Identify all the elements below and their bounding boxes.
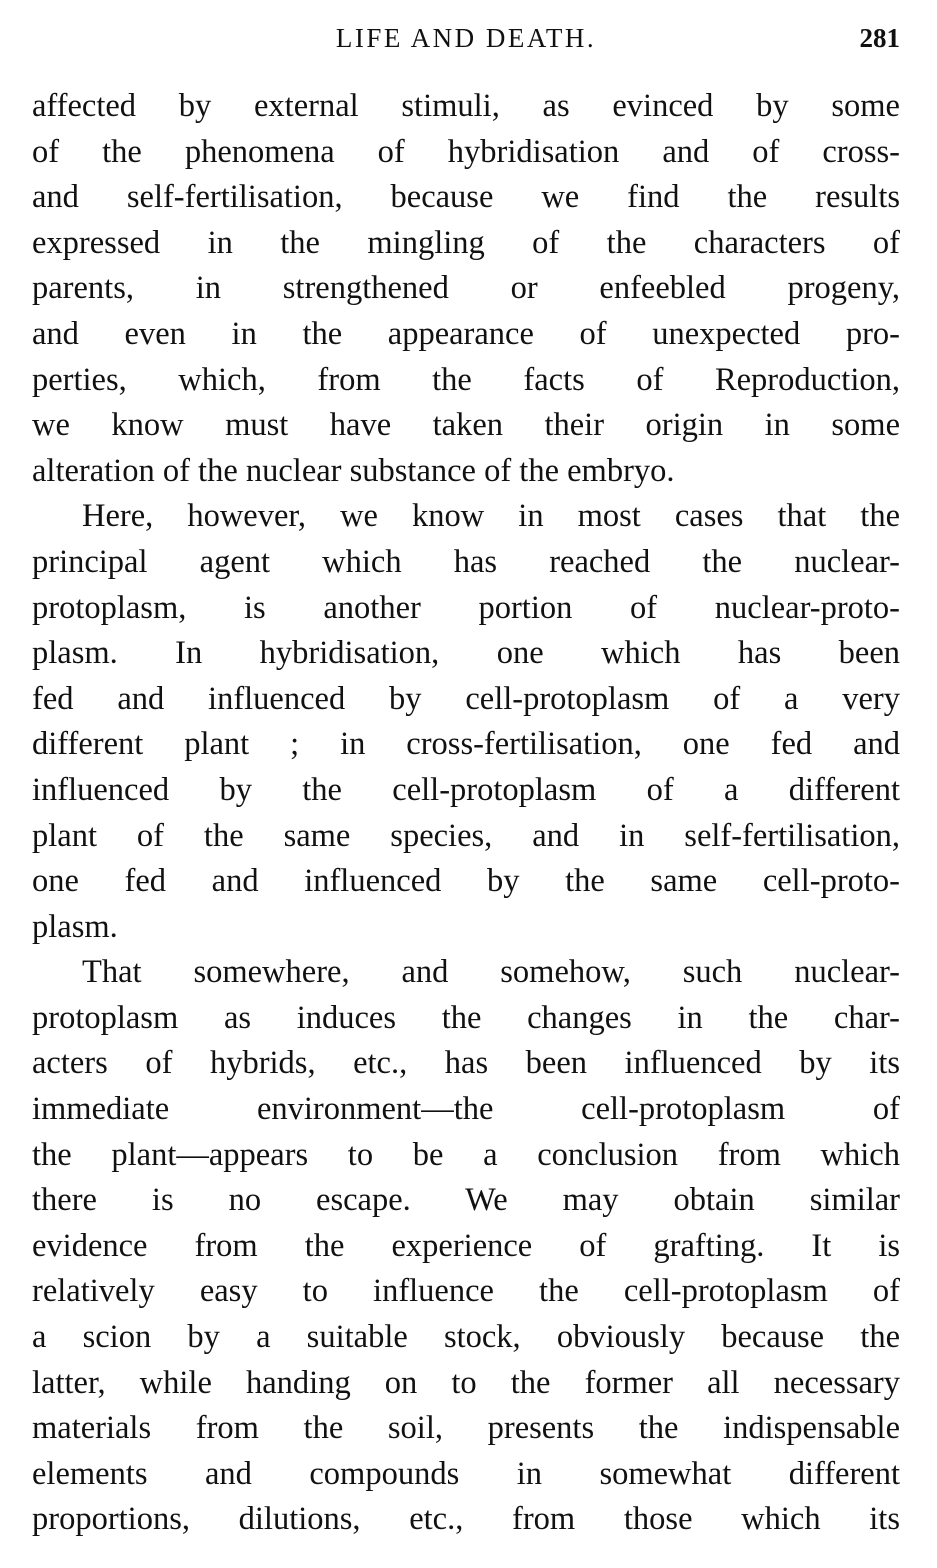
text-line: principal agent which has reached the nuclear- (32, 543, 900, 580)
text-line: influenced by the cell-protoplasm of a different (32, 771, 900, 808)
text-line: proportions, dilutions, etc., from those which its (32, 1501, 900, 1538)
text-line: expressed in the mingling of the characters of (32, 224, 900, 261)
text-line: and even in the appearance of unexpected pro- (32, 315, 900, 352)
text-line: a scion by a suitable stock, obviously because the (32, 1319, 900, 1356)
running-head (32, 20, 900, 56)
text-line: there is no escape. We may obtain similar (32, 1182, 900, 1219)
text-line: alteration of the nuclear substance of the embryo. (32, 452, 675, 489)
text-line: parents, in strengthened or enfeebled progeny, (32, 270, 900, 307)
text-line: materials from the soil, presents the indispensable (32, 1410, 900, 1447)
text-line: acters of hybrids, etc., has been influenced by its (32, 1045, 900, 1082)
text-line: of the phenomena of hybridisation and of cross- (32, 133, 900, 170)
text-line: Here, however, we know in most cases that the (82, 498, 900, 535)
text-line: plasm. (32, 908, 118, 945)
text-line: the plant—appears to be a conclusion from which (32, 1136, 900, 1173)
text-line: perties, which, from the facts of Reproduction, (32, 361, 900, 398)
text-line: relatively easy to influence the cell-protoplasm of (32, 1273, 900, 1310)
text-line: one fed and influenced by the same cell-proto- (32, 863, 900, 900)
text-line: protoplasm, is another portion of nuclear-proto- (32, 589, 900, 626)
text-line: That somewhere, and somehow, such nuclear- (82, 954, 900, 991)
text-line: plant of the same species, and in self-fertilisation, (32, 817, 900, 854)
text-line: elements and compounds in somewhat different (32, 1455, 900, 1492)
paragraph-3 (32, 950, 900, 1543)
text-line: protoplasm as induces the changes in the char- (32, 999, 900, 1036)
text-line: immediate environment—the cell-protoplasm of (32, 1091, 900, 1128)
text-line: plasm. In hybridisation, one which has been (32, 635, 900, 672)
text-line: affected by external stimuli, as evinced by some (32, 88, 900, 124)
page-number: 281 (859, 23, 900, 53)
text-line: we know must have taken their origin in some (32, 407, 900, 444)
body-text (32, 84, 900, 1543)
text-line: and self-fertilisation, because we find the results (32, 179, 900, 216)
running-title: LIFE AND DEATH. (335, 23, 597, 53)
text-line: latter, while handing on to the former all necessary (32, 1364, 900, 1401)
text-line: fed and influenced by cell-protoplasm of a very (32, 680, 900, 717)
paragraph-1 (32, 84, 900, 494)
text-line: different plant ; in cross-fertilisation, one fed and (32, 726, 900, 763)
paragraph-2 (32, 494, 900, 950)
text-line: evidence from the experience of grafting. It is (32, 1227, 900, 1264)
